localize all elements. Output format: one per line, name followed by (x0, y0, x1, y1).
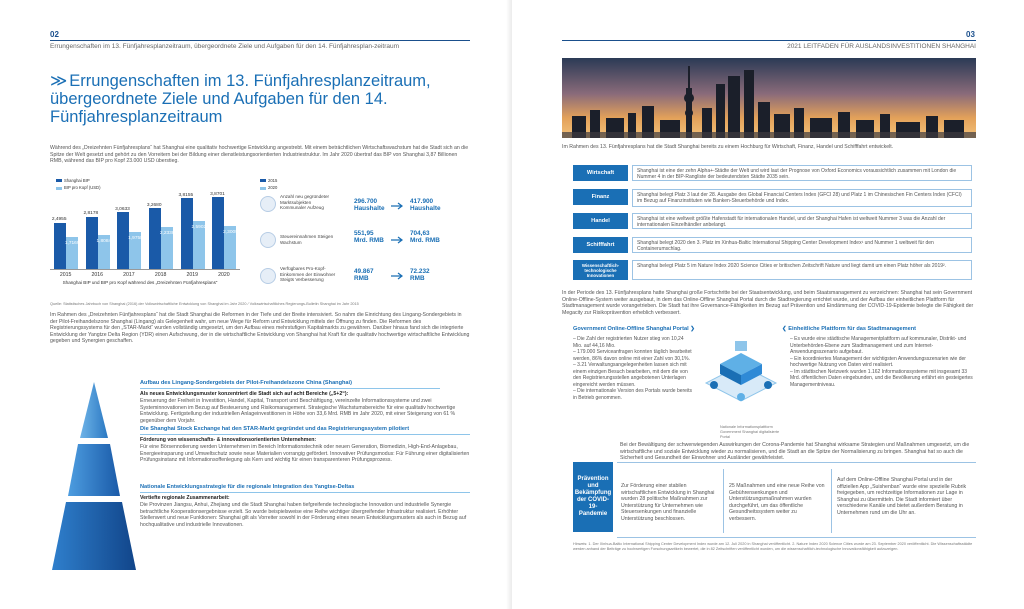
stat-label: Steuereinnahmen Steigen Wachstum (280, 234, 334, 245)
stats-panel (258, 176, 470, 298)
list-item: – Ein koordiniertes Management der wichtigsten Anwendungsszenarien wie der hochwertige Nutzung von Daten wird realisiert. (790, 355, 966, 368)
stats-legend (260, 178, 277, 191)
left-header-rule (50, 40, 470, 41)
right-intro: Im Rahmen des 13. Fünfjahresplans hat die Stadt Shanghai bereits zu einem Hochburg für Wirtschaft, Finanz, Handel und Schifffahrt entwickelt. (562, 144, 894, 150)
list-item: – Die Zahl der registrierten Nutzer stieg von 10,24 Mio. auf 44,16 Mio. (573, 336, 684, 349)
section-body: Erneuerung der Freiheit in Investition, Handel, Kapital, Transport und Beschäftigung, vereinzelte Informationssysteme und zwei Systeminnovationen im Bezug auf Besteuerung und Risikomanagement. Strategische Wachstumsbereiche für eine qualitativ hochwertige Entwicklung. Fertigstellung der industriellen Anlageinvestitionen in Höhe von 33,6 Mrd. RMB im Jahr 2020, mit einer Steigerung von 61 % gegenüber dem Vorjahr. (140, 398, 456, 424)
list-item: – Es wurde eine städtische Managementplattform auf kommunaler, Distrikt- und Unterbehörden-Ebene zum Stadtmanagement und zum Internet-Anwendungsszenario aufgebaut. (790, 336, 967, 355)
covid-paragraph: Bei der Bewältigung der schwerwiegenden Auswirkungen der Corona-Pandemie hat Shanghai wirksame Strategien und Maßnahmen umgesetzt, um die wirtschaftliche und soziale Entwicklung wieder zu normalisieren, und die Stadt an die Spitze der Normalisierung zu bringen. Shanghai hat so auch die Sicherheit und Gesundheit der Einwohner und Ausländer gewährleistet. (620, 442, 970, 462)
stat-label: Anzahl neu gegründeter Marktsubjekten Kommunaler Aufzeug (280, 194, 330, 211)
intro-paragraph: Während des „Dreizehnten Fünfjahresplans“ hat Shanghai eine qualitativ hochwertige Entwicklung angestrebt. Mit einem beträchtlichen Wirtschaftswachstum hat die Stadt sich an die Spitze der Welt gesetzt und gehört zu den Vorreitern bei der Bildung einer dienstleistungsorientierten Industriestruktur. Im Jahr 2020 übertraf das BIP von Shanghai 3,87 Billionen RMB, während das BIP pro Kopf 23.000 USD überstieg. (50, 145, 469, 165)
row-text: Shanghai ist eine weltweit größte Hafenstadt für internationalen Handel, und der Shanghai Hafen ist weltweit Nummer 3 was die Anzahl der internationalen Einzelhändler anbelangt. (632, 213, 972, 229)
list-item: – Die internationale Version des Portals wurde bereits in Betrieb genommen. (573, 388, 692, 401)
chart-x-labels (50, 272, 240, 280)
city-management-bullets (790, 336, 976, 388)
covid-col: Auf dem Online-Offline Shanghai Portal und in der offiziellen App „Suishenban“ wurde eine spezielle Rubrik freigegeben, um rechtzeitige Informationen zur Lage in Shanghai zu übermitteln. Die Stadt informiert über verschiedene Kanäle und bietet außerdem Beratung in Unternehmen rund um die Uhr an. (837, 477, 967, 516)
list-item: – 3.21 Verwaltungsangelegenheiten lassen sich mit einem einzigen Besuch bearbeiten, mit dem die von den Registrierungsstellen angebotenen Unterlagen eingereicht werden müssen. (573, 362, 688, 388)
page-title-text: Errungenschaften im 13. Fünfjahresplanzeitraum, übergeordnete Ziele und Aufgaben für den 14. Fünfjahresplanzeitraum (50, 72, 431, 126)
arrow-right-icon (391, 236, 405, 244)
row-label-handel: Handel (573, 213, 628, 229)
market-subjects-icon (260, 196, 276, 212)
row-label-innovation: Wissenschaftlich-technologische Innovationen (573, 260, 628, 280)
row-label-wirtschaft: Wirtschaft (573, 165, 628, 181)
legend-item: BIP pro Kopf (USD) (56, 185, 100, 190)
chevron-right-icon: ❯ (690, 326, 695, 332)
reform-paragraph: Im Rahmen des „Dreizehnten Fünfjahresplans“ hat die Stadt Shanghai die Reformen in der Tiefe und der Breite intensiviert. So nahm die Einrichtung des Lingang-Sondergebiets in der Pilot-Freihandelszone Shanghai (Lingang) als Gelegenheit wahr, um neue Wege für Reform und Entwicklung mittels der Öffnung zu finden. Die Reformen des Registrierungssystems für den „STAR-Markt“ wurden vollständig umgesetzt, um den Aufbau eines mehrstufigen Kapitalmarkts zu gewähren. Darüber hinaus fand sich die integrierte Entwicklung der Yangtze Delta Region (YDR) einen Aufschwung, der in die wirtschaftliche Entwicklung von Shanghai hat Kraft für die qualitativ hochwertige wirtschaftliche Entwicklung gegeben und Synergien geschaffen. (50, 312, 470, 345)
bar-gdp-per-capita (149, 208, 161, 269)
shanghai-skyline-image (562, 58, 976, 138)
data-label: 1,7169 (64, 241, 80, 246)
row-text: Shanghai ist eine der zehn Alpha+-Städte der Welt und wird laut der Prognose von Oxford Economics voraussichtlich zusammen mit London die Nummer 4 in der BIP-Rangliste der bedeutendsten Städte 2035 sein. (632, 165, 972, 181)
data-label: 3,2680 (146, 203, 162, 209)
gdp-chart (50, 176, 240, 298)
chart-x-axis-title: Shanghai BIP und BIP pro Kopf während des „Dreizehnten Fünfjahresplans“ (62, 280, 218, 285)
stat-to: 704,63 Mrd. RMB (410, 230, 440, 244)
portal-caption: Nationale Informationsplattform Government Shanghai digitalisierte Portal (720, 425, 780, 439)
chart-plot-area (50, 188, 240, 270)
row-text: Shanghai belegt Platz 5 im Nature Index 2020 Science Cities er britischen Zeitschrift Nature und liegt damit um einen Platz höher als 2019². (632, 260, 972, 280)
row-label-schifffahrt: Schifffahrt (573, 237, 628, 253)
data-label: 3,0633 (115, 206, 130, 212)
stat-from: 49.867 RMB (354, 268, 374, 282)
section-lead: Vertiefte regionale Zusammenarbeit: (140, 495, 230, 501)
page-title (50, 72, 470, 126)
stat-to: 417.900 Haushalte (410, 198, 441, 212)
stat-to: 72.232 RMB (410, 268, 430, 282)
arrow-right-icon (391, 272, 405, 280)
data-label: 2,2338 (159, 231, 175, 237)
section-heading: Die Shanghai Stock Exchange hat den STAR-Markt gegründet und das Registrierungssystem pilotiert (140, 426, 470, 435)
section-heading: Aufbau des Lingang-Sondergebiets der Pilot-Freihandelszone China (Shanghai) (140, 380, 440, 389)
covid-col: 25 Maßnahmen und eine neue Reihe von Gebührensenkungen und Unterstützungsmaßnahmen wurden durchgeführt, um das öffentliche Gesundheitssystem weiter zu verbessern. (729, 483, 825, 522)
section-body: Die Provinzen Jiangsu, Anhui, Zhejiang und die Stadt Shanghai haben tiefgreifende technologische Innovation und industrielle Synergie betrachtliche Kooperationsergebnisse erzielt. So wurde beispielsweise eine Reihe wichtiger übergreifender Infrastruktur realisiert. Erhöhter Stellenwert und neue Funktionen: Shanghai gilt als Vorreiter sowohl in der Förderung eines neuen Entwicklungsmusters als auch in Bezug auf hochqualitative und industrielle Innovationen. (140, 502, 467, 528)
data-label: 3,8155 (178, 192, 194, 198)
stat-from: 296.700 Haushalte (354, 198, 385, 212)
legend-item: Shanghai BIP (56, 178, 100, 183)
income-icon (260, 268, 276, 284)
section-lead: Förderung von wissenschafts- & innovationsorientierten Unternehmen: (140, 437, 317, 443)
chevron-left-icon: ❮ (782, 326, 787, 332)
footnotes: Hinweis: 1. Der Xinhua-Baltic International Shipping Center Development Index wurde am 12. Juli 2020 in Shanghai veröffentlicht. 2. Nature Index 2020 Science Cities wurde am 23. September 2020 veröffentlicht. Die Wissenschaftsstädte werden anhand der Beiträge zu hochwertigen Forschungsartikeln bewertet, die in 82 Zeitschriften veröffentlicht wurden, um die wissenschaftlich-technologische Innovationsfähigkeit aufzuzeigen. (573, 542, 973, 551)
pyramid-graphic (48, 378, 140, 578)
section-lead: Als neues Entwicklungsmuster konzentriert die Stadt sich auf acht Bereiche („5+2“): (140, 391, 349, 397)
portal-heading: Government Online-Offline Shanghai Portal ❯ (573, 326, 695, 332)
x-tick-label: 2019 (186, 272, 199, 278)
data-label: 2,5902 (191, 224, 207, 230)
governance-paragraph: In der Periode des 13. Fünfjahresplans hatte Shanghai große Fortschritte bei der Staatsentwicklung, und beim Staatsmanagement zu verzeichnen: Shanghai hat sein Government Online-Offline-System weiter ausgebaut, in dem das Online-Offline Shanghai Portal durch die Stadtregierung errichtet wurde, und der Aufbau der einheitlichen Plattform für Stadtmanagement wurde vorangetrieben. Die Stadt hat ihre Governance-Fähigkeiten im Bezug auf Prävention und Eindämmung der COVID-19-Epidemie belegte die Fähigkeit der Megacity zur Risikoprävention erheblich verbessert. (562, 290, 974, 316)
portal-bullets (573, 336, 693, 401)
list-item: – Im städtischen Netzwerk wurden 1.162 Informationssysteme mit insgesamt 33 Mrd. öffentlichen Daten eingebunden, und die Bevölkerung erfährt ein gesteigertes Managementniveau. (790, 368, 973, 388)
platform-illustration (702, 335, 780, 423)
x-tick-label: 2017 (123, 272, 135, 278)
x-tick-label: 2015 (59, 272, 72, 278)
row-text: Shanghai belegt Platz 3 laut der 28. Ausgabe des Global Financial Centers Index (GFCI 28) und Platz 1 im Chinesischen Fin Centers Index (CFCI) im Bezug auf Finanzinstituten wie Banken-Steuerbehörde und Index. (632, 189, 972, 207)
right-page-number: 03 (966, 30, 975, 39)
data-label: 2,3009 (223, 230, 238, 236)
covid-box (617, 462, 976, 538)
right-header-rule (562, 40, 976, 41)
x-tick-label: 2020 (218, 272, 230, 278)
data-label: 2,8178 (83, 211, 99, 217)
bar-gdp-per-capita (181, 198, 193, 269)
covid-col: Zur Förderung einer stabilen wirtschaftlichen Entwicklung in Shanghai wurden 28 politische Maßnahmen zur Unterstützung für Unternehmen wie Steuersenkungen und finanzielle Unterstützung beschlossen. (621, 483, 715, 522)
left-page-number: 02 (50, 30, 59, 39)
data-label: 1,9758 (128, 236, 143, 242)
stat-label: Verfügbares Pro-Kopf-Einkommen der Einwohner Steigts Verbesserung (280, 266, 336, 283)
tax-revenue-icon (260, 232, 276, 248)
stats-legend-from: 2015 (268, 178, 278, 183)
chevron-right-icon: ≫ (50, 72, 68, 90)
section-body: Für eine Börsennotierung werden Unternehmen im Bereich Informationstechnik oder neuen Generation, Biomedizin, High-End-Anlagebau, Energieeinsparung und Umweltschutz sowie neue Materialien vorrangig gefördert. Innovativer Prüfungsmodus: Für Führung einer digitalisierten Prüfungsinstanz mit Informationsoffenlegung als Kern und wichtig für einen transparenteren Prüfungsprozess. (140, 444, 470, 464)
list-item: – 179.000 Serviceanfragen konnten täglich bearbeitet werden, 86% davon online mit einer Zahl von 30,1%. (573, 349, 692, 362)
data-label: 2,4955 (51, 217, 67, 223)
section-heading: Nationale Entwicklungsstrategie für die regionale Integration des Yangtse-Deltas (140, 484, 470, 493)
data-label: 3,8701 (210, 191, 225, 197)
stats-legend-to: 2020 (268, 185, 278, 191)
x-tick-label: 2018 (154, 272, 167, 278)
row-text: Shanghai belegt 2020 den 3. Platz im Xinhua-Baltic International Shipping Center Development Index¹ und Nummer 1 weltweit für den Containerumschlag. (632, 237, 972, 253)
x-tick-label: 2016 (91, 272, 104, 278)
covid-label: Prävention und Bekämpfung der COVID-19-Pandemie (573, 462, 613, 532)
right-running-title: 2021 LEITFADEN FÜR AUSLANDSINVESTITIONEN SHANGHAI (787, 43, 976, 50)
source-note: Quelle: Statistisches Jahrbuch von Shanghai (2016) der Volkswirtschaftliche Entwicklung von Shanghai im Jahr 2020 / Volkswirtschaftliches Regierungs-Bulletin Shanghai im Jahr 2015 (50, 302, 359, 306)
city-management-heading: ❮ Einheitliche Plattform für das Stadtmanagement (782, 326, 916, 332)
data-label: 1,8084 (96, 239, 112, 245)
row-label-finanz: Finanz (573, 189, 628, 205)
arrow-right-icon (391, 202, 405, 210)
left-running-title: Errungenschaften im 13. Fünfjahresplanzeitraum, übergeordnete Ziele und Aufgaben für den 14. Fünfjahresplan-zeitraum (50, 43, 400, 50)
stat-from: 551,95 Mrd. RMB (354, 230, 384, 244)
